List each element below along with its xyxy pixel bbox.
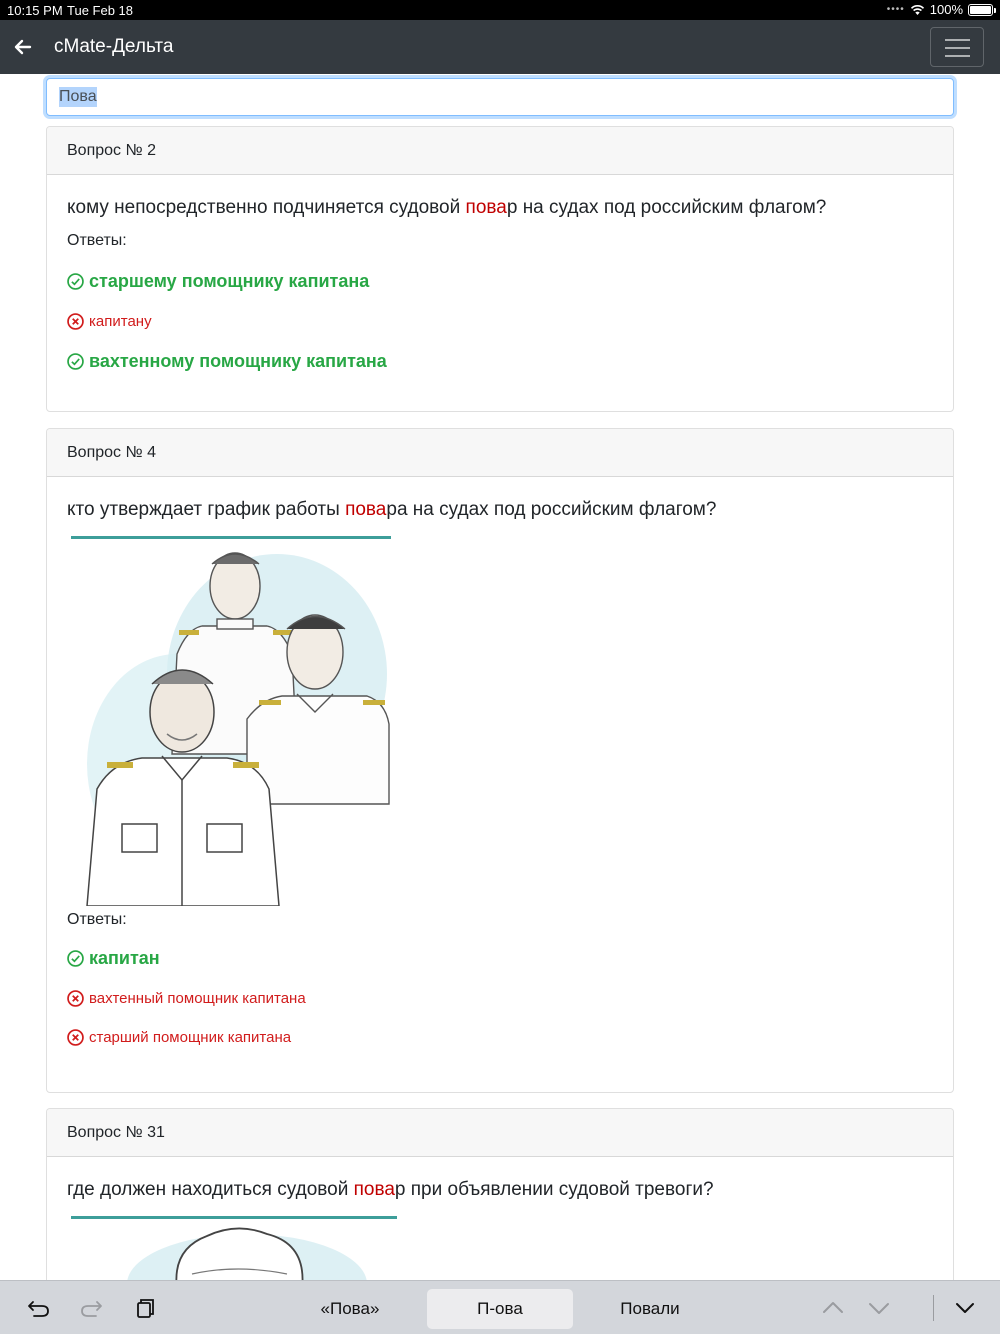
battery-percent: 100% bbox=[929, 2, 963, 17]
app-title: cMate-Дельта bbox=[54, 36, 174, 57]
answer-correct: капитан bbox=[67, 946, 933, 970]
toolbar-divider bbox=[933, 1295, 934, 1321]
question-header: Вопрос № 4 bbox=[47, 429, 953, 477]
status-right bbox=[887, 2, 993, 17]
question-text: кому непосредственно подчиняется судовой повар на судах под российским флагом? bbox=[67, 197, 827, 218]
x-circle-icon bbox=[67, 1029, 84, 1046]
back-arrow-icon[interactable] bbox=[10, 34, 36, 60]
chevron-down-icon[interactable] bbox=[866, 1295, 892, 1321]
question-header: Вопрос № 2 bbox=[47, 127, 953, 175]
signal-dots-icon: •••• bbox=[886, 4, 905, 15]
answer-wrong: старший помощник капитана bbox=[67, 1025, 933, 1049]
search-highlight: пова bbox=[345, 499, 387, 520]
officers-illustration bbox=[67, 534, 395, 906]
menu-toggle-button[interactable] bbox=[930, 27, 984, 67]
answer-correct: старшему помощнику капитана bbox=[67, 269, 933, 293]
search-highlight: пова bbox=[353, 1179, 395, 1200]
navbar bbox=[0, 20, 1000, 74]
hamburger-icon-line bbox=[945, 55, 970, 57]
search-input-value: Пова bbox=[59, 88, 97, 105]
dismiss-keyboard-icon[interactable] bbox=[952, 1295, 978, 1321]
status-bar bbox=[0, 0, 1000, 20]
chevron-up-icon[interactable] bbox=[820, 1295, 846, 1321]
status-date: Tue Feb 18 bbox=[67, 3, 134, 18]
answers-label: Ответы: bbox=[67, 232, 127, 249]
check-circle-icon bbox=[67, 950, 84, 967]
answer-correct: вахтенному помощнику капитана bbox=[67, 349, 933, 373]
question-card bbox=[46, 428, 954, 1093]
suggestion-quoted[interactable]: «Пова» bbox=[320, 1299, 380, 1318]
suggestion-word[interactable]: Повали bbox=[620, 1299, 680, 1318]
keyboard-shortcut-bar bbox=[0, 1280, 1000, 1334]
question-card bbox=[46, 126, 954, 412]
answers-label: Ответы: bbox=[67, 911, 127, 928]
redo-icon[interactable] bbox=[78, 1295, 104, 1321]
question-card bbox=[46, 1108, 954, 1308]
question-text: кто утверждает график работы повара на судах под российским флагом? bbox=[67, 499, 717, 520]
wifi-icon bbox=[910, 4, 925, 16]
battery-icon bbox=[968, 4, 993, 16]
hamburger-icon-line bbox=[945, 39, 970, 41]
undo-icon[interactable] bbox=[26, 1295, 52, 1321]
x-circle-icon bbox=[67, 313, 84, 330]
status-time: 10:15 PM bbox=[7, 3, 63, 18]
search-input[interactable] bbox=[46, 78, 954, 116]
answer-wrong: вахтенный помощник капитана bbox=[67, 986, 933, 1010]
answer-wrong: капитану bbox=[67, 309, 933, 333]
search-highlight: пова bbox=[465, 197, 507, 218]
question-header: Вопрос № 31 bbox=[47, 1109, 953, 1157]
check-circle-icon bbox=[67, 353, 84, 370]
x-circle-icon bbox=[67, 990, 84, 1007]
suggestion-selected[interactable]: П-ова bbox=[427, 1289, 573, 1329]
question-text: где должен находиться судовой повар при объявлении судовой тревоги? bbox=[67, 1179, 714, 1200]
check-circle-icon bbox=[67, 273, 84, 290]
hamburger-icon-line bbox=[945, 47, 970, 49]
clipboard-paste-icon[interactable] bbox=[131, 1295, 157, 1321]
